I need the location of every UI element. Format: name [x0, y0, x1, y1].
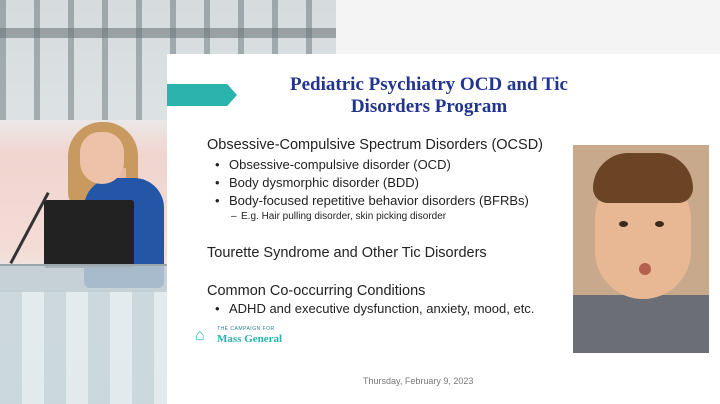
bullet-bdd: • Body dysmorphic disorder (BDD)	[207, 174, 567, 192]
child-right-eye	[655, 221, 664, 227]
child-hair	[593, 153, 693, 203]
mass-general-logo	[195, 324, 305, 350]
bullet-ocd: • Obsessive-compulsive disorder (OCD)	[207, 156, 567, 174]
slide-content	[207, 136, 567, 316]
accent-arrow-icon	[167, 84, 237, 106]
building-beam	[0, 28, 336, 38]
cooccurring-bullet-list	[207, 300, 567, 318]
subbullet-examples: – E.g. Hair pulling disorder, skin picking disorder	[207, 210, 567, 224]
child-mouth	[639, 263, 651, 275]
logo-name: Mass General	[217, 333, 283, 345]
ocsd-bullet-list	[207, 156, 567, 224]
child-photo	[573, 145, 709, 353]
speaker-face	[80, 132, 124, 184]
laptop	[44, 200, 134, 268]
slide-date: Thursday, February 9, 2023	[363, 376, 474, 386]
bullet-bfrbs: • Body-focused repetitive behavior disorders (BFRBs)	[207, 192, 567, 210]
bullet-adhd: • ADHD and executive dysfunction, anxiety, mood, etc.	[207, 300, 567, 318]
podium	[0, 264, 176, 292]
section-heading-cooccurring: Common Co-occurring Conditions	[207, 283, 426, 299]
presentation-slide	[167, 54, 720, 404]
section-heading-ocsd: Obsessive-Compulsive Spectrum Disorders (OCSD)	[207, 137, 543, 153]
section-heading-tourette: Tourette Syndrome and Other Tic Disorders	[207, 245, 487, 261]
logo-tagline: THE CAMPAIGN FOR	[217, 326, 275, 332]
slide-title: Pediatric Psychiatry OCD and Tic Disorders Program	[290, 74, 568, 117]
child-left-eye	[619, 221, 628, 227]
child-shirt	[573, 295, 709, 353]
building-dome-icon: ⌂	[195, 327, 205, 344]
